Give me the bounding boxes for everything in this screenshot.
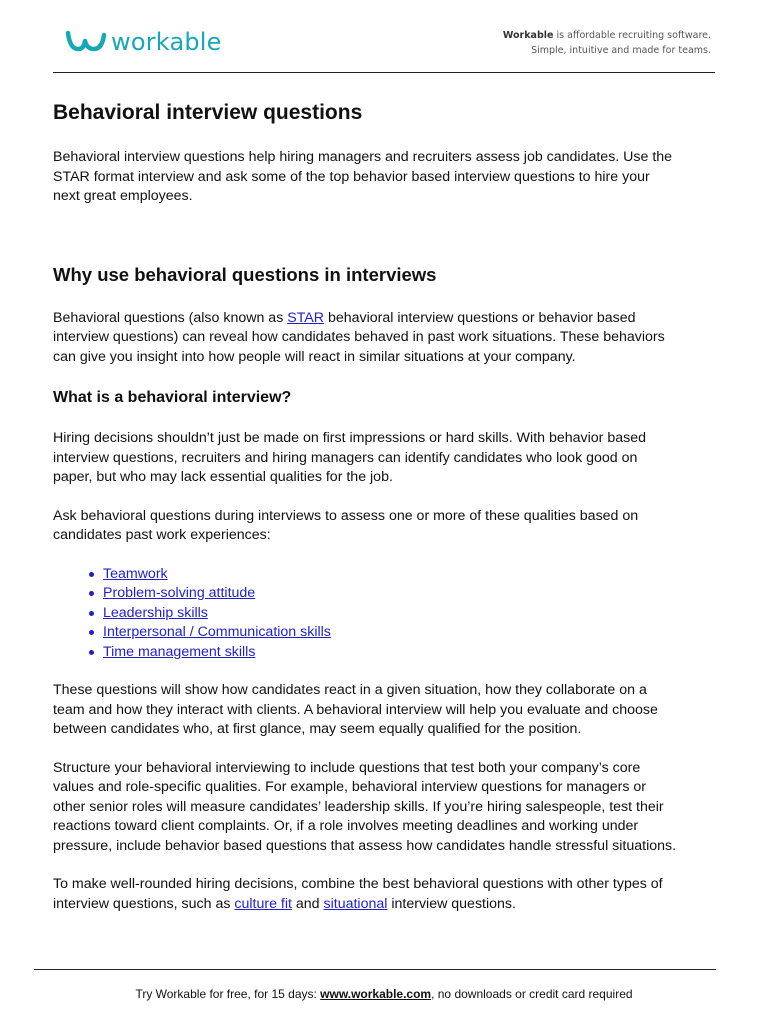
text-span: interview questions, such as (53, 895, 235, 912)
star-link[interactable]: STAR (287, 309, 325, 326)
teamwork-link[interactable]: Teamwork (103, 565, 168, 582)
footer-link[interactable]: www.workable.com (320, 987, 432, 1001)
leadership-link[interactable]: Leadership skills (103, 604, 208, 621)
list-item (103, 584, 723, 604)
paragraph-line: other senior roles will measure candidates’ leadership skills. If you’re hiring salespeople, test their (53, 798, 664, 815)
article-body (53, 100, 723, 914)
culture-fit-link[interactable]: culture fit (234, 895, 292, 912)
tagline-line1: is affordable recruiting software. (553, 30, 711, 41)
text-span: and (291, 895, 324, 912)
combine-paragraph (53, 875, 723, 914)
paragraph-line: Hiring decisions shouldn’t just be made on first impressions or hard skills. With behavior based (53, 430, 646, 446)
problem-solving-link[interactable]: Problem-solving attitude (103, 585, 256, 601)
paragraph-line: team and how they interact with clients. A behavioral interview will help you evaluate and choose (53, 701, 658, 718)
section-heading-why: Why use behavioral questions in interviews (53, 263, 437, 285)
page-footer (0, 987, 768, 1001)
paragraph-line: pressure, include behavior based questions that assess how candidates handle stressful situations. (53, 837, 677, 854)
paragraph-line: can give you insight into how people will react in similar situations at your company. (53, 348, 576, 365)
ask-paragraph (53, 507, 723, 546)
list-item (103, 604, 723, 624)
why-paragraph (53, 309, 723, 368)
workable-logo[interactable] (65, 28, 222, 56)
header-tagline (503, 28, 711, 58)
paragraph-line: reactions toward client complaints. Or, if a role involves meeting deadlines and working under (53, 818, 639, 834)
logo-wordmark: workable (111, 28, 222, 56)
time-management-link[interactable]: Time management skills (103, 643, 256, 660)
footer-text: Try Workable for free, for 15 days: (135, 987, 321, 1001)
react-paragraph (53, 681, 723, 740)
paragraph-line: paper, but who may lack essential qualities for the job. (53, 469, 393, 485)
list-item (103, 623, 723, 643)
intro-paragraph (53, 148, 723, 207)
footer-divider (34, 969, 716, 970)
list-item (103, 565, 723, 585)
workable-logo-icon (65, 29, 109, 55)
tagline-line2: Simple, intuitive and made for teams. (531, 45, 711, 56)
tagline-brand: Workable (502, 30, 554, 41)
text-span: Behavioral questions (also known as (53, 309, 288, 326)
paragraph-line: between candidates who, at first glance, may seem equally qualified for the position. (53, 721, 582, 737)
paragraph-line: These questions will show how candidates react in a given situation, how they collaborate on a (53, 682, 647, 698)
paragraph-line: Structure your behavioral interviewing to include questions that test both your company’s core (53, 759, 641, 776)
paragraph-line: interview questions) can reveal how candidates behaved in past work situations. These behaviors (53, 329, 665, 345)
text-span: interview questions. (387, 895, 516, 912)
intro-line: Behavioral interview questions help hiring managers and recruiters assess job candidates. Use the (53, 149, 673, 165)
section-heading-what: What is a behavioral interview? (53, 389, 292, 406)
paragraph-line: candidates past work experiences: (53, 527, 271, 543)
page-title: Behavioral interview questions (53, 101, 363, 124)
list-item (103, 643, 723, 663)
header-divider (53, 72, 715, 73)
footer-text: , no downloads or credit card required (431, 987, 633, 1001)
paragraph-line: To make well-rounded hiring decisions, combine the best behavioral questions with other types of (53, 876, 663, 892)
paragraph-line: interview questions, recruiters and hiring managers can identify candidates who look good on (53, 449, 638, 466)
intro-line: next great employees. (53, 188, 193, 204)
decisions-paragraph (53, 429, 723, 488)
text-span: behavioral interview questions or behavior based (324, 309, 636, 326)
intro-line: STAR format interview and ask some of the top behavior based interview questions to hire your (53, 168, 650, 185)
interpersonal-link[interactable]: Interpersonal / Communication skills (103, 624, 331, 640)
paragraph-line: Ask behavioral questions during interviews to assess one or more of these qualities based on (53, 507, 639, 524)
paragraph-line: values and role-specific qualities. For example, behavioral interview questions for managers or (53, 779, 647, 795)
page-header (53, 22, 715, 72)
qualities-list (53, 565, 723, 663)
structure-paragraph (53, 759, 723, 857)
situational-link[interactable]: situational (323, 895, 388, 912)
